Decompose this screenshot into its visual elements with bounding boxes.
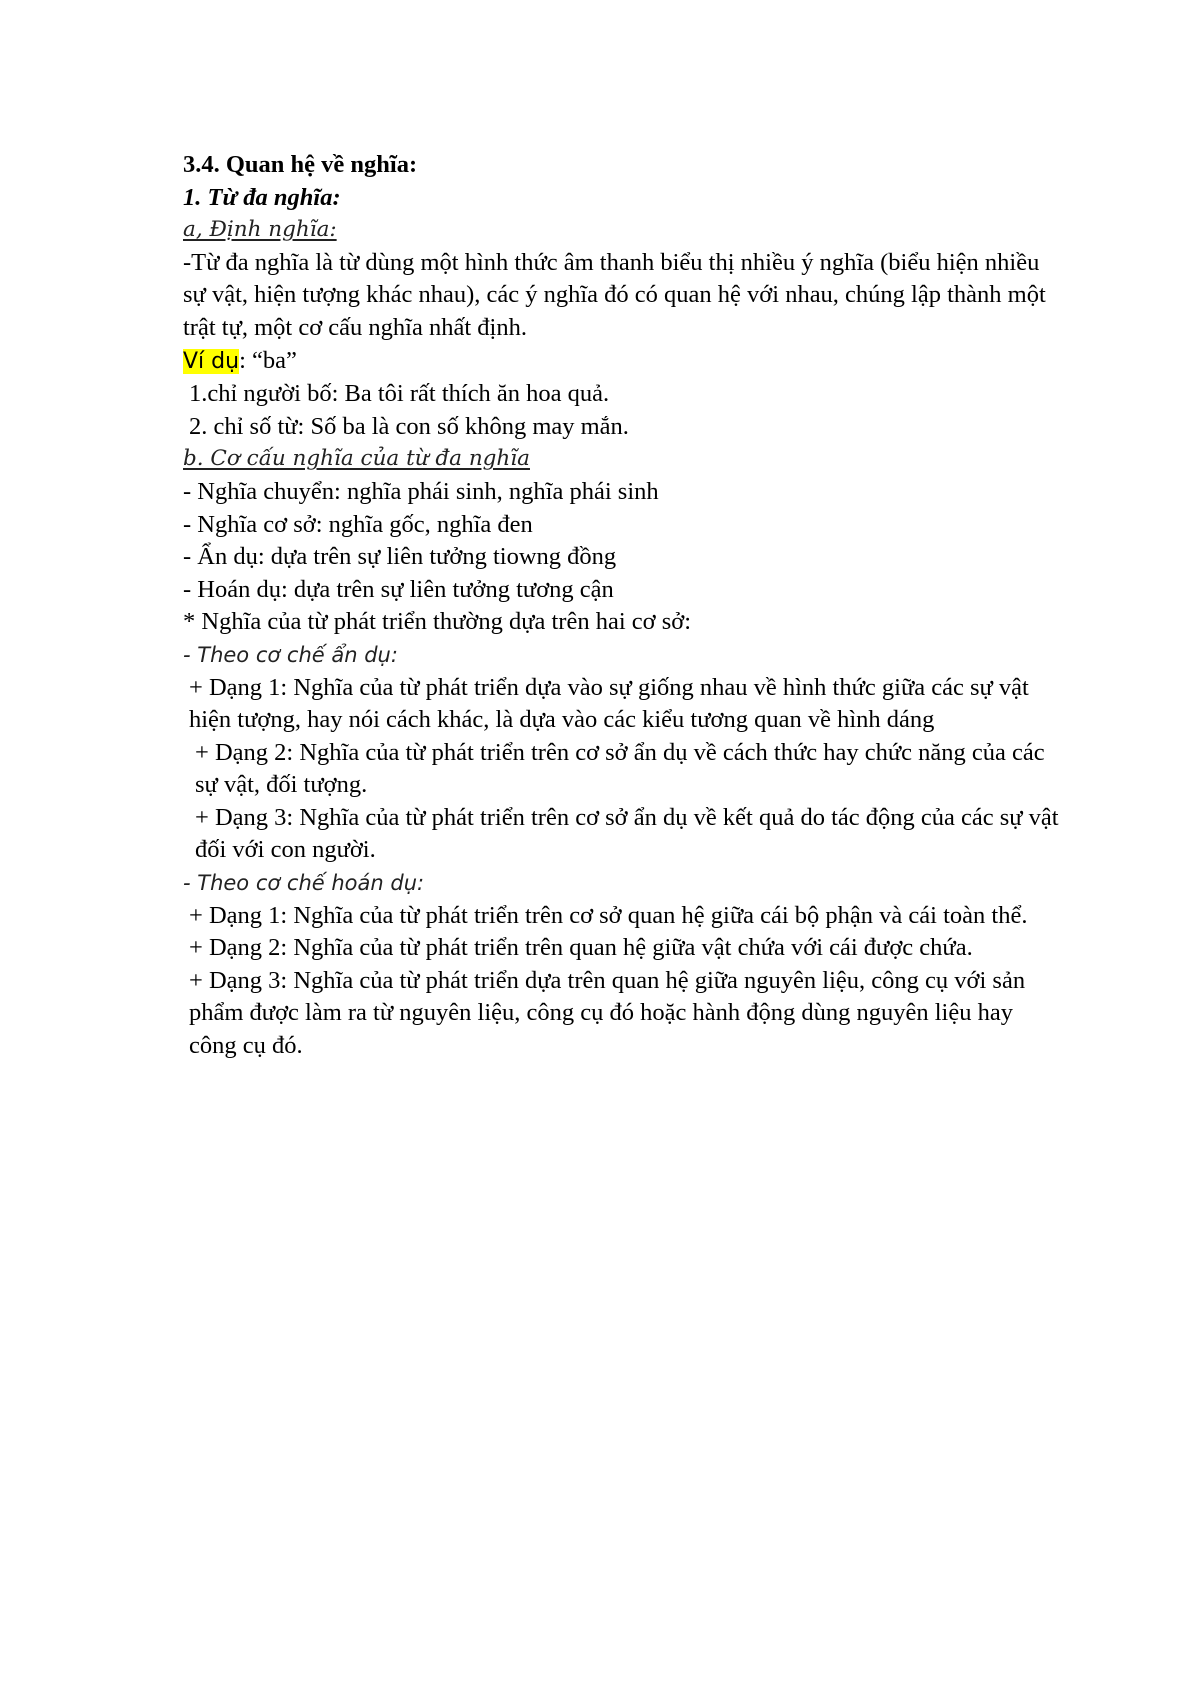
- structure-item: - Ẩn dụ: dựa trên sự liên tưởng tiowng đồng: [183, 543, 617, 571]
- structure-title: b. Cơ cấu nghĩa của từ đa nghĩa: [183, 446, 530, 472]
- metaphor-item: + Dạng 2: Nghĩa của từ phát triển trên cơ sở ẩn dụ về cách thức hay chức năng của các sự vật, đối tượng.: [195, 738, 1045, 799]
- metonymy-item: + Dạng 2: Nghĩa của từ phát triển trên quan hệ giữa vật chứa với cái được chứa.: [189, 934, 973, 962]
- structure-item: - Nghĩa chuyển: nghĩa phái sinh, nghĩa phái sinh: [183, 477, 659, 505]
- structure-item: - Nghĩa cơ sở: nghĩa gốc, nghĩa đen: [183, 510, 533, 538]
- example-label: Ví dụ: [183, 348, 240, 374]
- document-body: [183, 149, 1063, 1063]
- subsection-heading: 1. Từ đa nghĩa:: [183, 183, 341, 211]
- structure-item: - Hoán dụ: dựa trên sự liên tưởng tương cận: [183, 575, 614, 603]
- development-intro: * Nghĩa của từ phát triển thường dựa trên hai cơ sở:: [183, 608, 692, 636]
- example-line: [183, 345, 1063, 379]
- metonymy-item: + Dạng 3: Nghĩa của từ phát triển dựa trên quan hệ giữa nguyên liệu, công cụ với sản phẩm được làm ra từ nguyên liệu, công cụ đó hoặc hành động dùng nguyên liệu hay công cụ đó.: [189, 966, 1026, 1060]
- example-item-1: 1.chỉ người bố: Ba tôi rất thích ăn hoa quả.: [189, 380, 610, 408]
- metaphor-item: + Dạng 3: Nghĩa của từ phát triển trên cơ sở ẩn dụ về kết quả do tác động của các sự vật đối với con người.: [195, 803, 1059, 864]
- metaphor-item: + Dạng 1: Nghĩa của từ phát triển dựa vào sự giống nhau về hình thức giữa các sự vật hiện tượng, hay nói cách khác, là dựa vào các kiểu tương quan về hình dáng: [189, 673, 1029, 734]
- example-item-2: 2. chỉ số từ: Số ba là con số không may mắn.: [189, 412, 629, 440]
- section-heading: 3.4. Quan hệ về nghĩa:: [183, 151, 418, 178]
- metonymy-item: + Dạng 1: Nghĩa của từ phát triển trên cơ sở quan hệ giữa cái bộ phận và cái toàn thể.: [189, 901, 1028, 929]
- metaphor-title: - Theo cơ chế ẩn dụ:: [183, 642, 398, 667]
- definition-title: a, Định nghĩa:: [183, 217, 337, 243]
- example-word: : “ba”: [239, 346, 297, 374]
- metonymy-title: - Theo cơ chế hoán dụ:: [183, 871, 425, 896]
- definition-paragraph: -Từ đa nghĩa là từ dùng một hình thức âm thanh biểu thị nhiều ý nghĩa (biểu hiện nhiều sự vật, hiện tượng khác nhau), các ý nghĩa đó có quan hệ với nhau, chúng lập thành một trật tự, một cơ cấu nghĩa nhất định.: [183, 248, 1046, 341]
